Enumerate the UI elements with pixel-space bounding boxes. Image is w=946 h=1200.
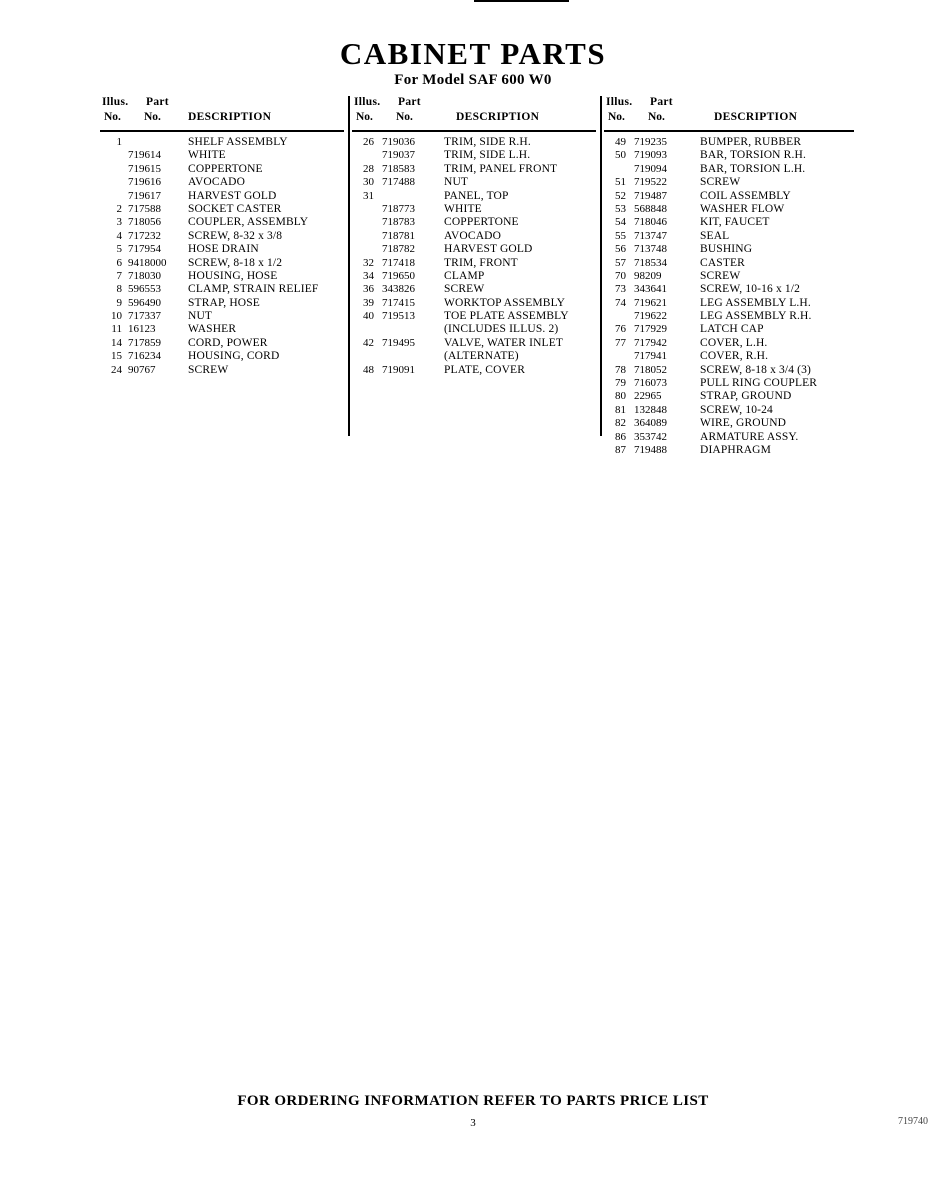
row-illus-no: 1 <box>116 136 122 148</box>
row-description: WASHER FLOW <box>700 202 785 215</box>
table-row <box>604 310 854 323</box>
table-row <box>604 377 854 390</box>
table-row <box>604 270 854 283</box>
table-row <box>352 136 596 149</box>
row-description: CASTER <box>700 256 745 269</box>
row-illus-no: 42 <box>363 336 374 349</box>
row-description: TOE PLATE ASSEMBLY <box>444 310 569 323</box>
row-part-no: 719617 <box>128 189 161 202</box>
row-illus-no: 39 <box>363 296 374 309</box>
column-header-1 <box>100 96 344 128</box>
row-part-no: 718773 <box>382 202 415 215</box>
header-illus-label: Illus. <box>606 96 633 108</box>
table-row <box>352 243 596 256</box>
row-description: CLAMP, STRAIN RELIEF <box>188 283 319 296</box>
table-row <box>604 390 854 403</box>
row-description: SCREW, 10-24 <box>700 403 773 416</box>
column-header-rule-1 <box>100 130 344 132</box>
row-part-no: 719522 <box>634 176 667 189</box>
row-illus-no: 36 <box>363 283 374 296</box>
header-description-label: DESCRIPTION <box>714 111 798 123</box>
table-row <box>352 310 596 323</box>
row-part-no: 719615 <box>128 162 161 175</box>
row-description: COVER, R.H. <box>700 350 769 363</box>
table-row <box>604 283 854 296</box>
row-description: BAR, TORSION R.H. <box>700 149 806 162</box>
row-description: HOUSING, CORD <box>188 350 280 363</box>
row-part-no: 719616 <box>128 176 161 189</box>
row-illus-no: 34 <box>363 269 374 282</box>
row-description: WORKTOP ASSEMBLY <box>444 296 566 309</box>
row-illus-no: 51 <box>615 176 626 189</box>
top-rule-mark <box>474 0 569 2</box>
header-part-label: Part <box>146 96 169 108</box>
row-part-no: 718583 <box>382 162 415 175</box>
row-illus-no: 5 <box>116 243 122 256</box>
row-illus-no: 4 <box>116 229 122 242</box>
row-part-no: 717232 <box>128 229 161 242</box>
row-illus-no: 57 <box>615 256 626 269</box>
row-description: SCREW, 8-18 x 3/4 (3) <box>700 363 812 376</box>
row-illus-no: 52 <box>615 189 626 202</box>
row-description: PLATE, COVER <box>444 363 526 376</box>
row-description: SCREW, 8-18 x 1/2 <box>188 256 283 269</box>
column-divider-2 <box>600 96 602 436</box>
row-illus-no: 76 <box>615 323 626 336</box>
row-part-no: 719487 <box>634 189 667 202</box>
table-row <box>100 364 344 377</box>
parts-rows-3 <box>604 136 854 457</box>
row-illus-no: 30 <box>363 176 374 189</box>
table-row <box>352 323 596 336</box>
row-illus-no: 2 <box>116 202 122 215</box>
header-part-no-label: No. <box>648 111 665 123</box>
table-row <box>604 257 854 270</box>
row-illus-no: 6 <box>116 256 122 269</box>
row-part-no: 717588 <box>128 202 161 215</box>
row-description: WHITE <box>444 202 482 215</box>
row-illus-no: 26 <box>363 136 374 148</box>
table-row <box>604 243 854 256</box>
row-description: WHITE <box>188 149 226 162</box>
row-part-no: 716073 <box>634 377 667 390</box>
row-illus-no: 78 <box>615 363 626 376</box>
row-part-no: 717488 <box>382 176 415 189</box>
row-description: PULL RING COUPLER <box>700 377 818 390</box>
row-illus-no: 73 <box>615 283 626 296</box>
row-description: NUT <box>188 310 213 323</box>
row-part-no: 719621 <box>634 296 667 309</box>
table-row <box>604 190 854 203</box>
table-row <box>604 176 854 189</box>
row-part-no: 719622 <box>634 310 667 323</box>
table-row <box>100 216 344 229</box>
row-part-no: 717337 <box>128 310 161 323</box>
header-description-label: DESCRIPTION <box>188 111 272 123</box>
row-illus-no: 40 <box>363 310 374 323</box>
row-illus-no: 55 <box>615 229 626 242</box>
row-description: SHELF ASSEMBLY <box>188 136 288 148</box>
row-illus-no: 15 <box>111 350 122 363</box>
row-description: COPPERTONE <box>444 216 519 229</box>
row-description: HARVEST GOLD <box>188 189 277 202</box>
table-row <box>100 337 344 350</box>
row-description: TRIM, SIDE R.H. <box>444 136 531 148</box>
row-part-no: 719513 <box>382 310 415 323</box>
row-description: WASHER <box>188 323 237 336</box>
row-description: COVER, L.H. <box>700 336 768 349</box>
row-part-no: 719235 <box>634 136 667 148</box>
header-illus-label: Illus. <box>354 96 381 108</box>
row-description: VALVE, WATER INLET <box>444 336 564 349</box>
page-subtitle: For Model SAF 600 W0 <box>394 72 552 88</box>
row-description: LEG ASSEMBLY R.H. <box>700 310 812 323</box>
row-illus-no: 50 <box>615 149 626 162</box>
table-row <box>352 163 596 176</box>
row-part-no: 719614 <box>128 149 161 162</box>
table-row <box>352 270 596 283</box>
row-part-no: 717859 <box>128 336 161 349</box>
row-illus-no: 28 <box>363 162 374 175</box>
row-part-no: 719094 <box>634 162 667 175</box>
table-row <box>352 257 596 270</box>
row-illus-no: 81 <box>615 403 626 416</box>
table-row <box>100 297 344 310</box>
row-illus-no: 8 <box>116 283 122 296</box>
table-row <box>100 230 344 243</box>
row-part-no: 717941 <box>634 350 667 363</box>
row-illus-no: 14 <box>111 336 122 349</box>
row-part-no: 596490 <box>128 296 161 309</box>
row-description: BAR, TORSION L.H. <box>700 162 806 175</box>
table-row <box>352 230 596 243</box>
row-illus-no: 10 <box>111 310 122 323</box>
header-part-no-label: No. <box>144 111 161 123</box>
table-row <box>100 350 344 363</box>
row-description: ARMATURE ASSY. <box>700 430 799 443</box>
row-illus-no: 82 <box>615 417 626 430</box>
table-row <box>100 323 344 336</box>
table-row <box>100 136 344 149</box>
table-row <box>604 444 854 457</box>
table-row <box>352 216 596 229</box>
parts-rows-1 <box>100 136 344 377</box>
row-illus-no: 53 <box>615 202 626 215</box>
row-part-no: 718782 <box>382 243 415 256</box>
table-row <box>352 297 596 310</box>
row-illus-no: 11 <box>111 323 122 336</box>
ordering-information-note: FOR ORDERING INFORMATION REFER TO PARTS PRICE LIST <box>237 1093 709 1109</box>
parts-column-2 <box>352 96 596 377</box>
row-part-no: 353742 <box>634 430 667 443</box>
row-description: SCREW <box>188 363 229 376</box>
page-title: CABINET PARTS <box>339 36 607 71</box>
document-code: 719740 <box>898 1116 928 1127</box>
row-part-no: 132848 <box>634 403 667 416</box>
row-description: TRIM, FRONT <box>444 256 518 269</box>
header-part-label: Part <box>650 96 673 108</box>
parts-rows-2 <box>352 136 596 377</box>
row-part-no: 9418000 <box>128 256 167 269</box>
table-row <box>604 350 854 363</box>
row-part-no: 90767 <box>128 363 156 376</box>
column-header-rule-3 <box>604 130 854 132</box>
table-row <box>604 337 854 350</box>
row-illus-no: 56 <box>615 243 626 256</box>
table-row <box>604 417 854 430</box>
table-row <box>604 136 854 149</box>
table-row <box>604 149 854 162</box>
header-illus-label: Illus. <box>102 96 129 108</box>
row-part-no: 719037 <box>382 149 415 162</box>
table-row <box>604 163 854 176</box>
table-row <box>604 323 854 336</box>
row-illus-no: 77 <box>615 336 626 349</box>
row-description: KIT, FAUCET <box>700 216 770 229</box>
parts-column-1 <box>100 96 344 377</box>
row-part-no: 16123 <box>128 323 156 336</box>
row-illus-no: 9 <box>116 296 122 309</box>
row-illus-no: 49 <box>615 136 626 148</box>
column-header-3 <box>604 96 854 128</box>
table-row <box>352 149 596 162</box>
row-illus-no: 54 <box>615 216 626 229</box>
row-part-no: 718052 <box>634 363 667 376</box>
row-illus-no: 70 <box>615 269 626 282</box>
row-part-no: 716234 <box>128 350 161 363</box>
row-part-no: 343826 <box>382 283 415 296</box>
row-part-no: 343641 <box>634 283 667 296</box>
header-part-label: Part <box>398 96 421 108</box>
row-description: CORD, POWER <box>188 336 268 349</box>
row-part-no: 596553 <box>128 283 161 296</box>
table-row <box>100 270 344 283</box>
row-part-no: 718781 <box>382 229 415 242</box>
row-description: WIRE, GROUND <box>700 417 787 430</box>
row-part-no: 719495 <box>382 336 415 349</box>
row-illus-no: 87 <box>615 443 626 456</box>
header-illus-no-label: No. <box>608 111 625 123</box>
row-part-no: 719488 <box>634 443 667 456</box>
row-part-no: 364089 <box>634 417 667 430</box>
table-row <box>100 243 344 256</box>
row-illus-no: 32 <box>363 256 374 269</box>
row-description: BUSHING <box>700 243 753 256</box>
table-row <box>352 337 596 350</box>
row-part-no: 22965 <box>634 390 662 403</box>
row-part-no: 719650 <box>382 269 415 282</box>
row-description: LATCH CAP <box>700 323 764 336</box>
row-part-no: 719093 <box>634 149 667 162</box>
row-description: SCREW <box>700 176 741 189</box>
table-row <box>604 364 854 377</box>
row-description: AVOCADO <box>188 176 246 189</box>
table-row <box>100 190 344 203</box>
row-part-no: 718046 <box>634 216 667 229</box>
row-illus-no: 80 <box>615 390 626 403</box>
table-row <box>352 283 596 296</box>
table-row <box>352 350 596 363</box>
table-row <box>100 203 344 216</box>
row-description: CLAMP <box>444 269 485 282</box>
row-illus-no: 86 <box>615 430 626 443</box>
row-illus-no: 48 <box>363 363 374 376</box>
row-description: SCREW, 10-16 x 1/2 <box>700 283 801 296</box>
row-illus-no: 24 <box>111 363 122 376</box>
header-illus-no-label: No. <box>104 111 121 123</box>
row-illus-no: 7 <box>116 269 122 282</box>
row-part-no: 718030 <box>128 269 161 282</box>
column-divider-1 <box>348 96 350 436</box>
row-description: SCREW, 8-32 x 3/8 <box>188 229 283 242</box>
page-number: 3 <box>470 1117 476 1129</box>
table-row <box>100 283 344 296</box>
row-description: AVOCADO <box>444 229 502 242</box>
table-row <box>604 230 854 243</box>
table-row <box>352 176 596 189</box>
row-description: COPPERTONE <box>188 162 263 175</box>
row-part-no: 717415 <box>382 296 415 309</box>
row-description: SCREW <box>444 283 485 296</box>
table-row <box>604 216 854 229</box>
row-description: SCREW <box>700 269 741 282</box>
row-part-no: 717929 <box>634 323 667 336</box>
row-description: PANEL, TOP <box>444 189 509 202</box>
row-part-no: 719091 <box>382 363 415 376</box>
table-row <box>604 404 854 417</box>
table-row <box>100 310 344 323</box>
row-description: TRIM, PANEL FRONT <box>444 162 558 175</box>
row-description: (INCLUDES ILLUS. 2) <box>444 323 559 336</box>
table-row <box>100 257 344 270</box>
table-row <box>100 149 344 162</box>
row-description: (ALTERNATE) <box>444 350 519 363</box>
row-part-no: 713747 <box>634 229 667 242</box>
row-illus-no: 79 <box>615 377 626 390</box>
row-description: LEG ASSEMBLY L.H. <box>700 296 811 309</box>
table-row <box>100 163 344 176</box>
row-part-no: 717942 <box>634 336 667 349</box>
parts-column-3 <box>604 96 854 457</box>
row-description: TRIM, SIDE L.H. <box>444 149 531 162</box>
row-description: HOSE DRAIN <box>188 243 259 256</box>
row-description: STRAP, GROUND <box>700 390 792 403</box>
row-part-no: 718534 <box>634 256 667 269</box>
row-description: NUT <box>444 176 469 189</box>
table-row <box>604 431 854 444</box>
row-part-no: 568848 <box>634 202 667 215</box>
header-illus-no-label: No. <box>356 111 373 123</box>
header-description-label: DESCRIPTION <box>456 111 540 123</box>
row-illus-no: 31 <box>363 189 374 202</box>
row-description: STRAP, HOSE <box>188 296 260 309</box>
row-part-no: 713748 <box>634 243 667 256</box>
row-description: COIL ASSEMBLY <box>700 189 791 202</box>
row-part-no: 717418 <box>382 256 415 269</box>
row-part-no: 717954 <box>128 243 161 256</box>
row-part-no: 718783 <box>382 216 415 229</box>
row-description: COUPLER, ASSEMBLY <box>188 216 309 229</box>
row-part-no: 719036 <box>382 136 415 148</box>
row-description: HOUSING, HOSE <box>188 269 278 282</box>
table-row <box>352 190 596 203</box>
table-row <box>604 203 854 216</box>
row-description: SEAL <box>700 229 730 242</box>
row-description: DIAPHRAGM <box>700 443 771 456</box>
row-description: SOCKET CASTER <box>188 202 282 215</box>
column-header-rule-2 <box>352 130 596 132</box>
table-row <box>100 176 344 189</box>
row-part-no: 718056 <box>128 216 161 229</box>
column-header-2 <box>352 96 596 128</box>
table-row <box>352 203 596 216</box>
row-part-no: 98209 <box>634 269 662 282</box>
row-description: HARVEST GOLD <box>444 243 533 256</box>
table-row <box>604 297 854 310</box>
row-illus-no: 74 <box>615 296 626 309</box>
header-part-no-label: No. <box>396 111 413 123</box>
row-description: BUMPER, RUBBER <box>700 136 802 148</box>
table-row <box>352 364 596 377</box>
row-illus-no: 3 <box>116 216 122 229</box>
